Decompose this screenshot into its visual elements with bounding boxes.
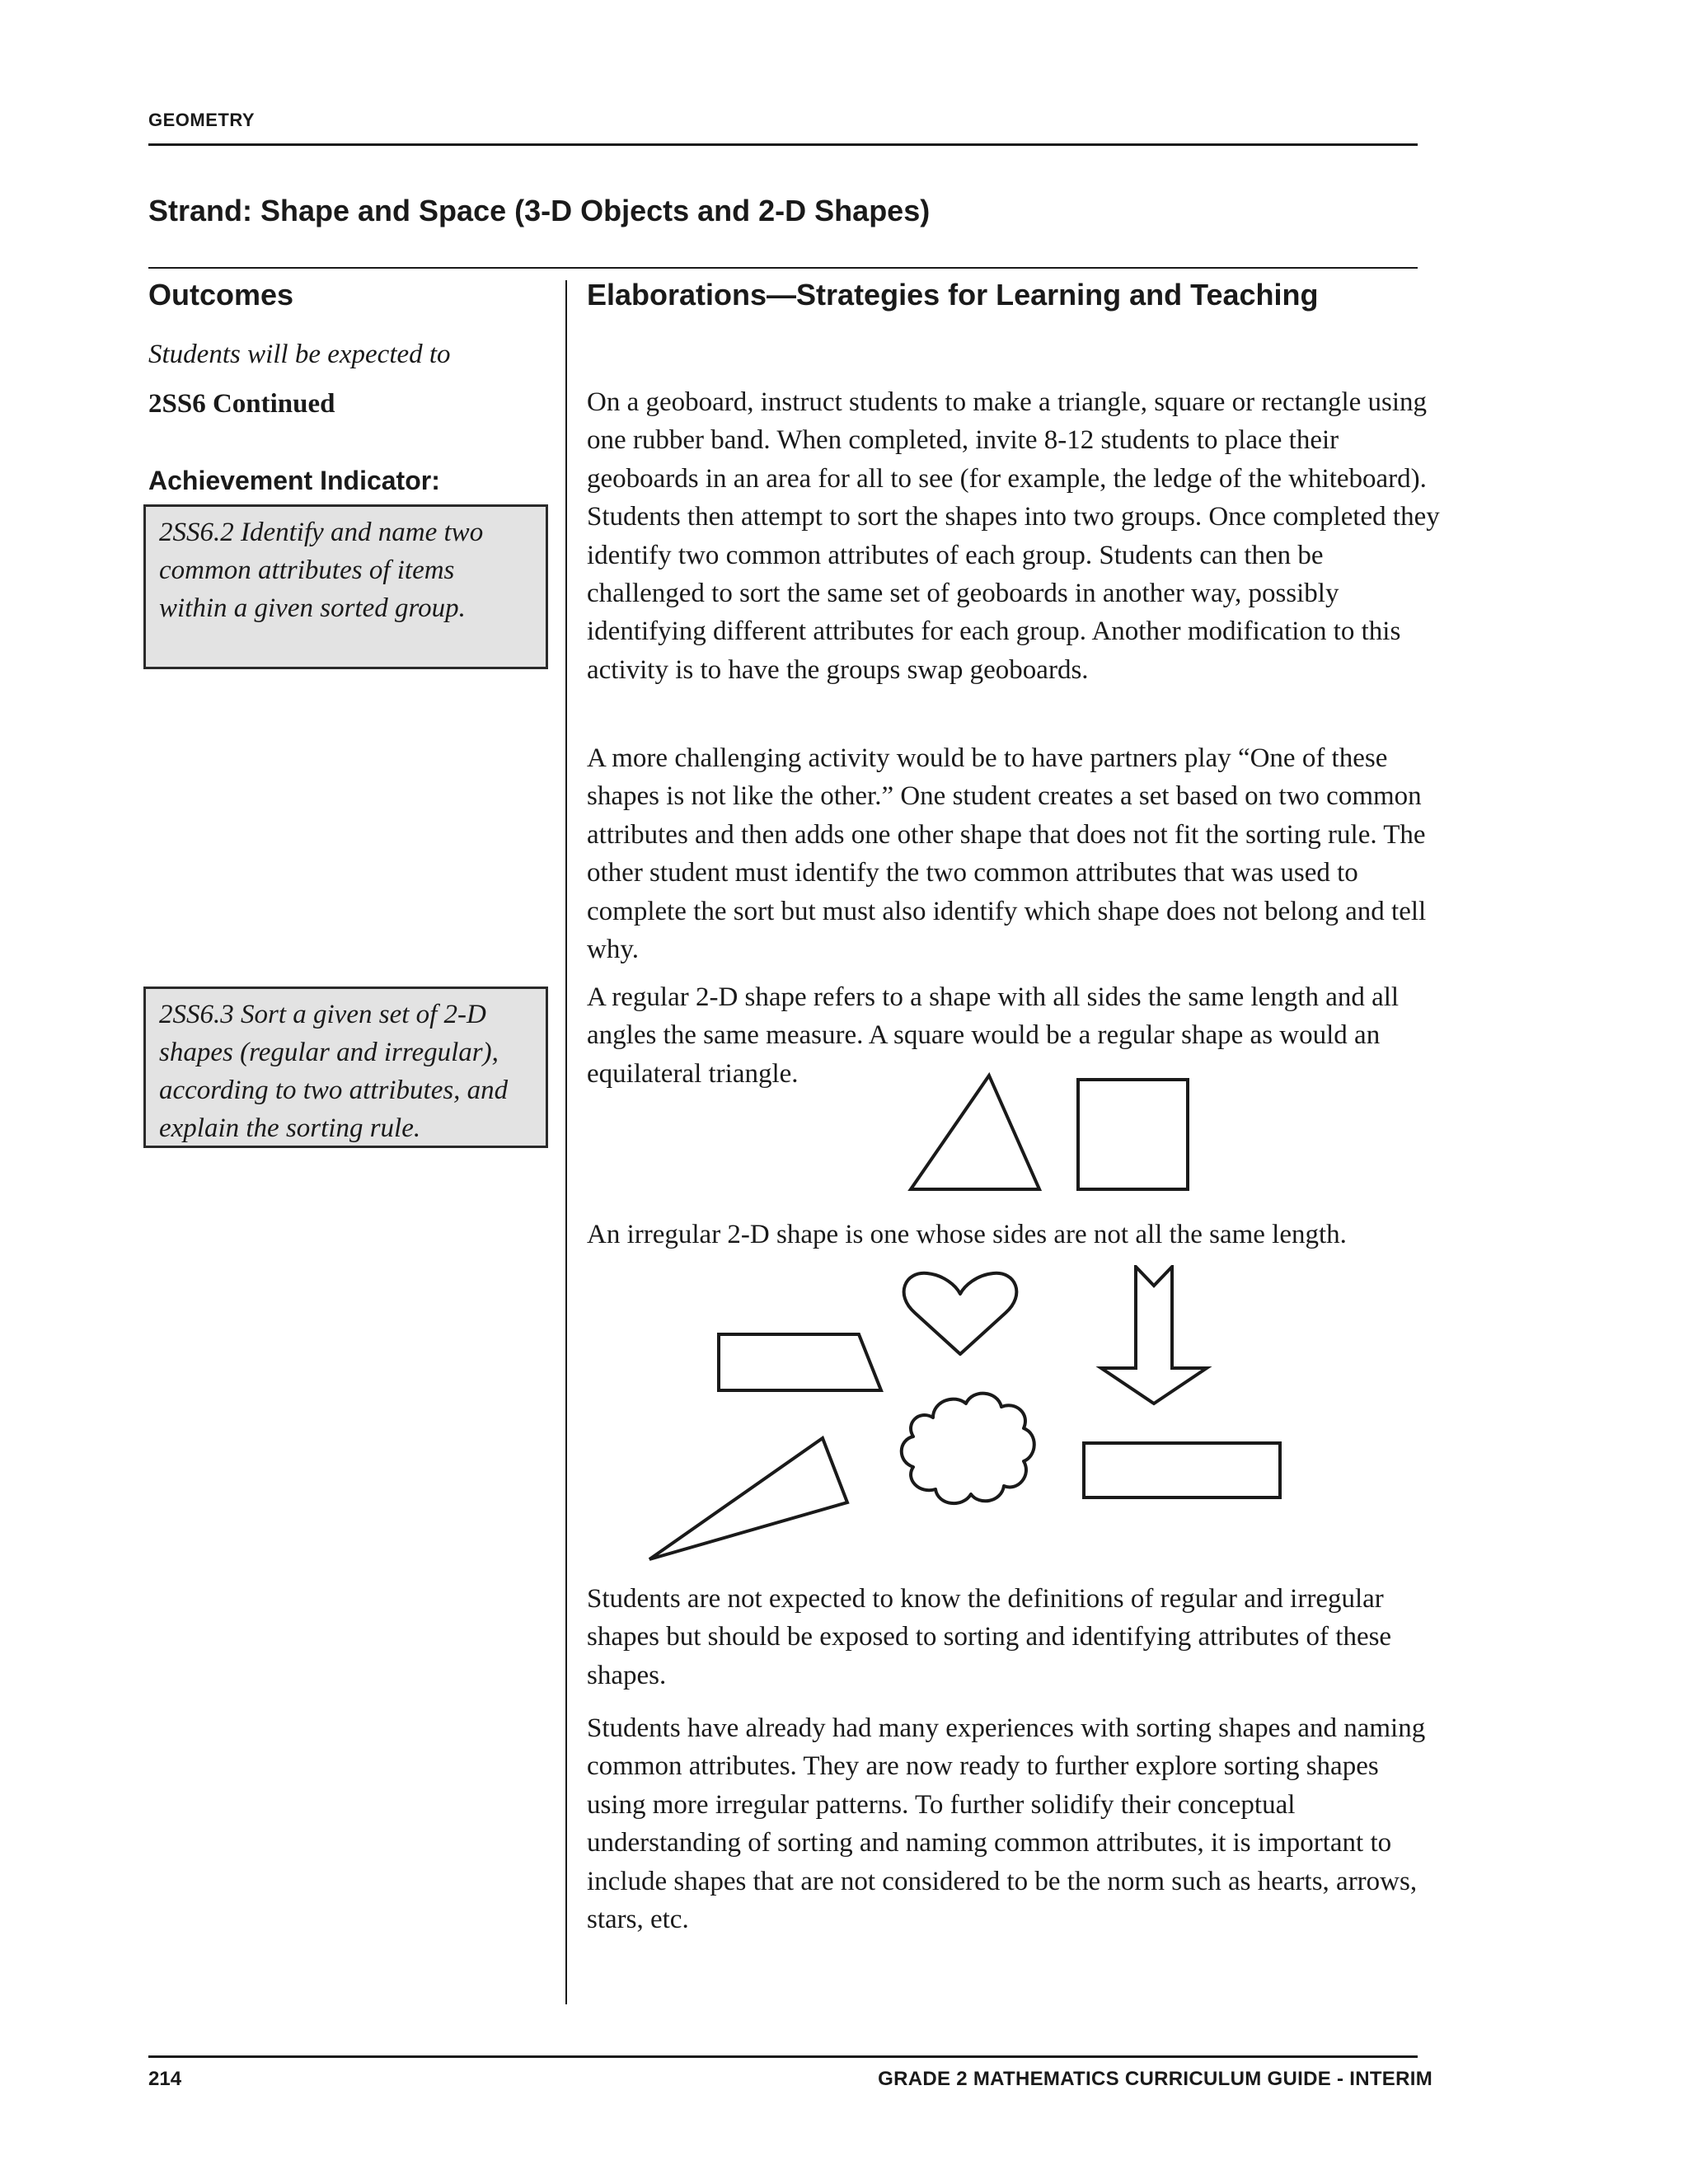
outcomes-heading: Outcomes (148, 278, 294, 312)
indicator-line: within a given sorted group. (159, 593, 466, 623)
paragraph-regular-shape: A regular 2-D shape refers to a shape with all sides the same length and all angles the same measure. A square would be a regular shape as would an equilateral triangle. (587, 982, 1400, 1089)
indicator-box-2ss6-3 (143, 987, 548, 1148)
square-shape (1078, 1080, 1188, 1189)
header-rule (148, 143, 1418, 146)
strand-rule (148, 267, 1418, 269)
outcome-code: 2SS6 Continued (148, 389, 335, 419)
paragraph-challenge: A more challenging activity would be to have partners play “One of these shapes is not like the other.” One student creates a set based on two common attributes and then adds one other shape that does not fit the sorting rule. The other student must identify the two common attributes that was used to complete the sort but must also identify which shape does not belong and tell why. (587, 743, 1427, 965)
cloud-shape (902, 1394, 1034, 1503)
indicator-line: 2SS6.3 Sort a given set of 2-D (159, 1000, 486, 1029)
column-divider (565, 280, 567, 2004)
paragraph-irregular-shape: An irregular 2-D shape is one whose sides are not all the same length. (587, 1220, 1347, 1249)
paragraph-definitions: Students are not expected to know the definitions of regular and irregular shapes but should be exposed to sorting and identifying attributes of these shapes. (587, 1584, 1392, 1690)
achievement-indicator-label: Achievement Indicator: (148, 466, 440, 495)
trapezoid-shape (719, 1334, 881, 1390)
indicator-line: shapes (regular and irregular), (159, 1038, 499, 1067)
footer-rule (148, 2055, 1418, 2058)
indicator-line: 2SS6.2 Identify and name two (159, 518, 484, 547)
strand-title: Strand: Shape and Space (3-D Objects and 2-D Shapes) (148, 194, 931, 227)
heart-shape (904, 1273, 1017, 1354)
elaborations-heading: Elaborations—Strategies for Learning and Teaching (587, 278, 1319, 312)
indicator-line: explain the sorting rule. (159, 1113, 421, 1143)
page-number: 214 (148, 2068, 182, 2090)
paragraph-experiences: Students have already had many experiences with sorting shapes and naming common attributes. They are now ready to further explore sorting shapes using more irregular patterns. To further solidify their conceptual understanding of sorting and naming common attributes, it is important to include shapes that are not considered to be the norm such as hearts, arrows, stars, etc. (587, 1713, 1426, 1935)
guide-title: GRADE 2 MATHEMATICS CURRICULUM GUIDE - INTERIM (878, 2068, 1432, 2090)
indicator-box-2ss6-2 (143, 504, 548, 669)
equilateral-triangle-shape (911, 1076, 1039, 1189)
expected-intro: Students will be expected to (148, 340, 451, 369)
paragraph-geoboard: On a geoboard, instruct students to make a triangle, square or rectangle using one rubber band. When completed, invite 8-12 students to place their geoboards in an area for all to see (for example, the ledge of the whiteboard). Students then attempt to sort the shapes into two groups. Once completed they identify two common attributes of each group. Students can then be challenged to sort the same set of geoboards in another way, possibly identifying different attributes for each group. Another modification to this activity is to have the groups swap geoboards. (587, 387, 1440, 685)
running-header: GEOMETRY (148, 110, 256, 130)
rectangle-shape (1084, 1443, 1280, 1497)
indicator-line: according to two attributes, and (159, 1076, 509, 1105)
regular-shapes-figure (898, 1067, 1212, 1199)
indicator-line: common attributes of items (159, 555, 455, 585)
long-triangle-shape (649, 1438, 847, 1559)
down-arrow-shape (1101, 1267, 1207, 1404)
irregular-shapes-figure (643, 1265, 1319, 1578)
